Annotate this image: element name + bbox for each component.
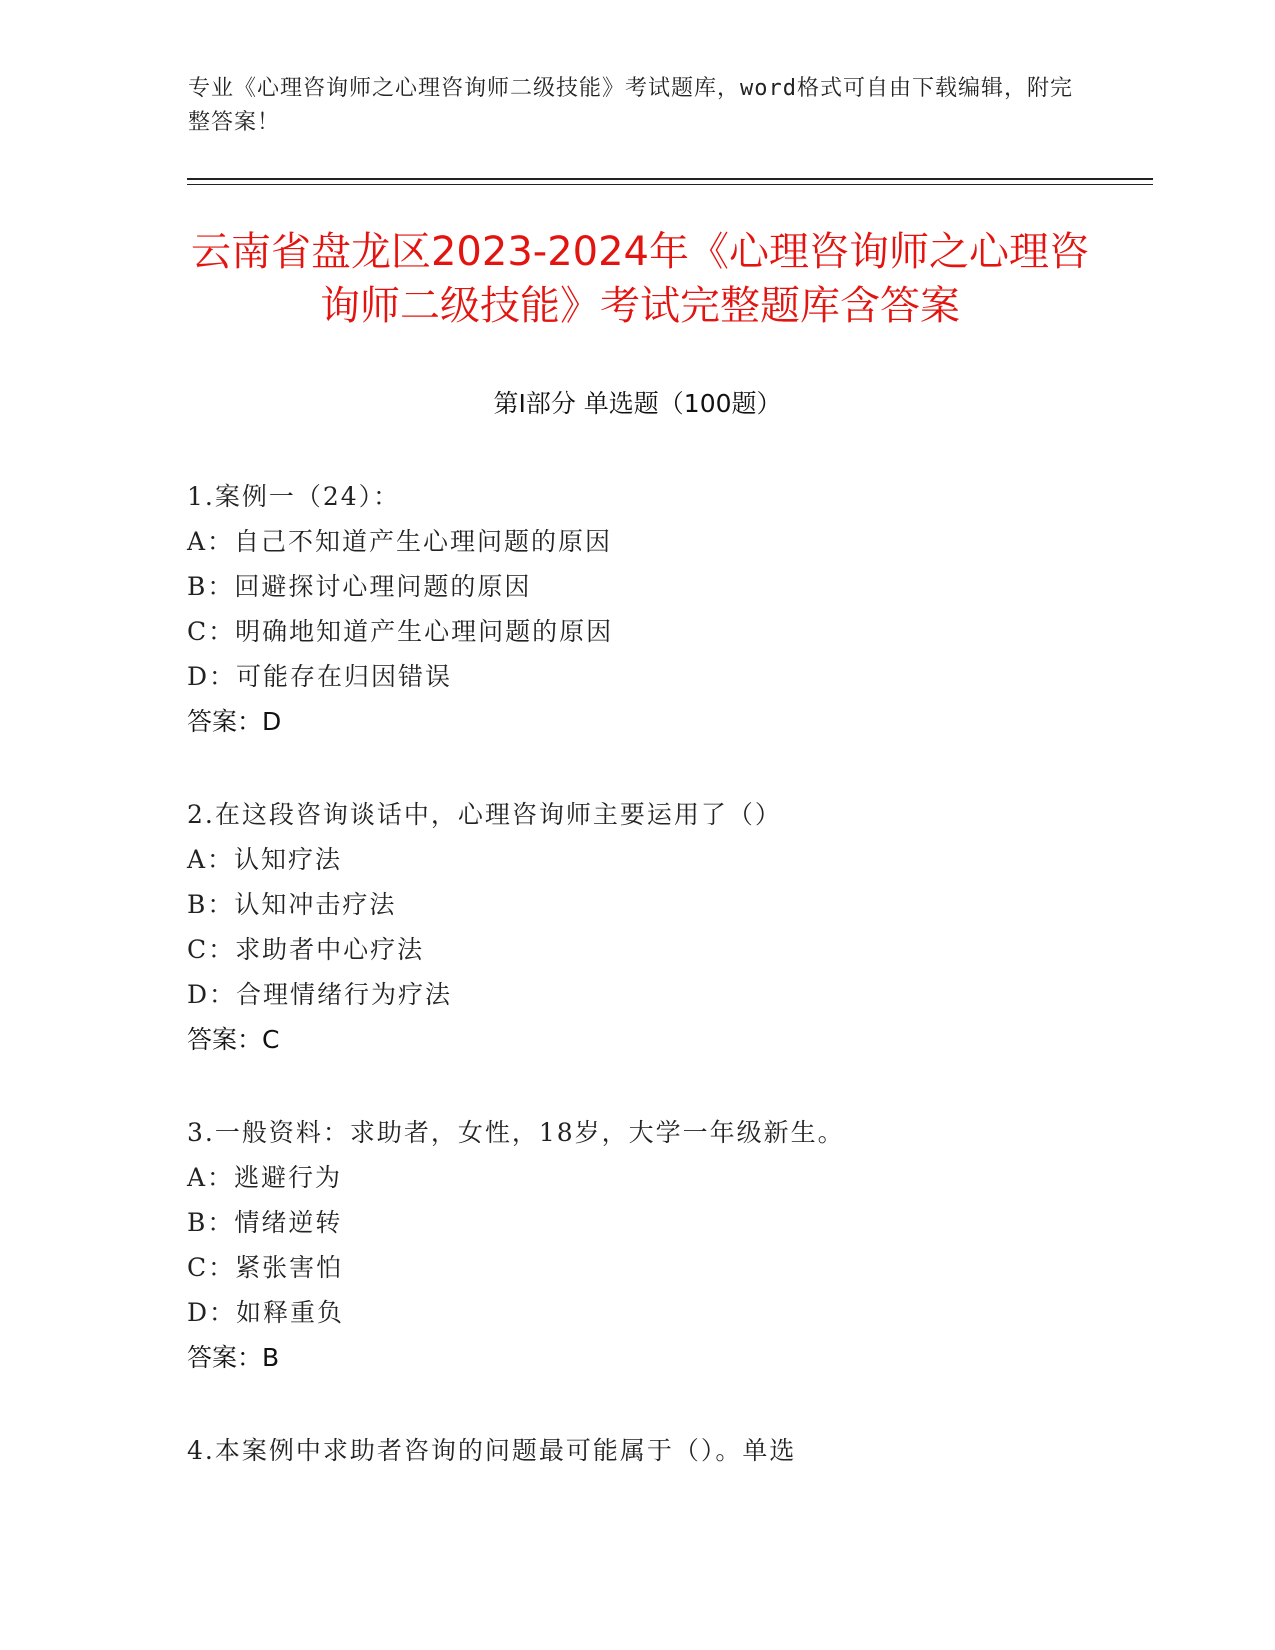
question-stem: 3.一般资料：求助者，女性，18岁，大学一年级新生。: [187, 1118, 845, 1147]
option-a: A：逃避行为: [187, 1163, 343, 1192]
document-title: 云南省盘龙区2023-2024年《心理咨询师之心理咨询师二级技能》考试完整题库含答案: [190, 229, 1090, 329]
answer: 答案：D: [187, 707, 282, 736]
option-c: C：求助者中心疗法: [187, 935, 425, 964]
header-divider-bottom: [187, 184, 1153, 185]
answer: 答案：B: [187, 1343, 280, 1372]
option-a: A：自己不知道产生心理问题的原因: [187, 527, 613, 556]
question-2: [187, 792, 1187, 1062]
question-stem: 2.在这段咨询谈话中，心理咨询师主要运用了（）: [187, 800, 782, 829]
option-a: A：认知疗法: [187, 845, 343, 874]
option-d: D：可能存在归因错误: [187, 662, 453, 691]
option-b: B：回避探讨心理问题的原因: [187, 572, 532, 601]
section-title: 第Ⅰ部分 单选题（100题）: [493, 389, 782, 418]
answer: 答案：C: [187, 1025, 280, 1054]
question-3: [187, 1110, 1187, 1380]
option-c: C：明确地知道产生心理问题的原因: [187, 617, 614, 646]
header-divider-top: [187, 178, 1153, 180]
option-b: B：认知冲击疗法: [187, 890, 397, 919]
header-note: 专业《心理咨询师之心理咨询师二级技能》考试题库，word格式可自由下载编辑，附完整答案！: [188, 76, 1073, 135]
option-d: D：如释重负: [187, 1298, 345, 1327]
question-stem: 4.本案例中求助者咨询的问题最可能属于（）。单选: [187, 1436, 797, 1465]
option-c: C：紧张害怕: [187, 1253, 344, 1282]
question-list: [187, 474, 1187, 1521]
option-b: B：情绪逆转: [187, 1208, 343, 1237]
question-4: [187, 1428, 1187, 1473]
question-stem: 1.案例一（24）：: [187, 482, 401, 511]
question-1: [187, 474, 1187, 744]
option-d: D：合理情绪行为疗法: [187, 980, 453, 1009]
